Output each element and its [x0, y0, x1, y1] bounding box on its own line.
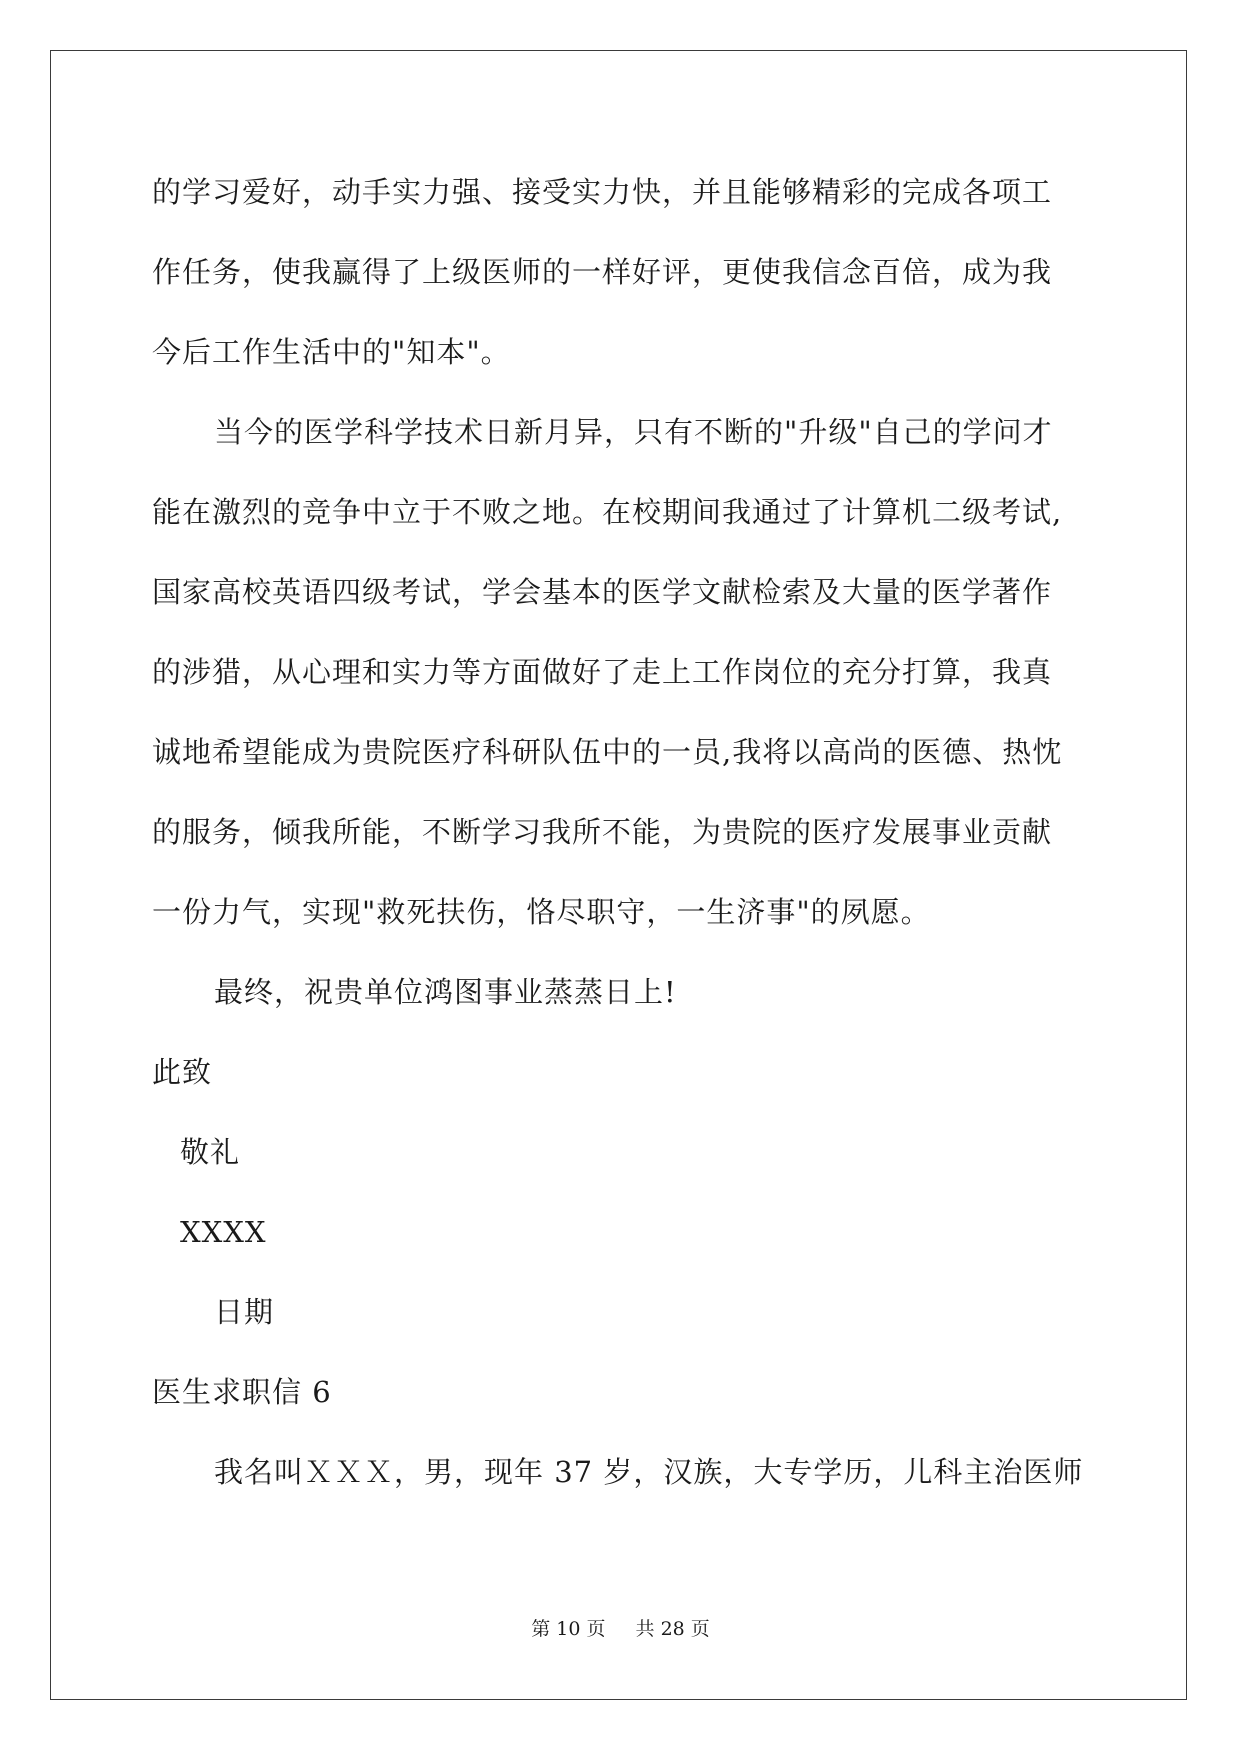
signature-date: 日期: [214, 1295, 275, 1329]
body-line-5: 能在激烈的竞争中立于不败之地。在校期间我通过了计算机二级考试,: [152, 495, 1063, 529]
salutation-jingli: 敬礼: [180, 1135, 241, 1169]
page-total: 共 28 页: [635, 1618, 710, 1640]
body-line-9: 的服务，倾我所能，不断学习我所不能，为贵院的医疗发展事业贡献: [152, 815, 1053, 849]
body-line-10: 一份力气，实现"救死扶伤，恪尽职守，一生济事"的夙愿。: [152, 895, 931, 929]
page-number: 第 10 页: [531, 1618, 606, 1640]
body-line-8: 诚地希望能成为贵院医疗科研队伍中的一员,我将以高尚的医德、热忱: [152, 735, 1063, 769]
body-line-4: 当今的医学科学技术日新月异，只有不断的"升级"自己的学问才: [214, 415, 1053, 449]
body-line-3: 今后工作生活中的"知本"。: [152, 335, 511, 369]
body-line-intro: 我名叫ＸＸＸ，男，现年 37 岁，汉族，大专学历，儿科主治医师: [214, 1455, 1084, 1489]
section-heading: 医生求职信 6: [152, 1375, 332, 1409]
page-footer: [0, 1617, 1241, 1641]
body-line-6: 国家高校英语四级考试，学会基本的医学文献检索及大量的医学著作: [152, 575, 1053, 609]
closing-wish: 最终，祝贵单位鸿图事业蒸蒸日上!: [214, 975, 677, 1009]
signature-name: XXXX: [180, 1215, 267, 1249]
body-line-2: 作任务，使我赢得了上级医师的一样好评，更使我信念百倍，成为我: [152, 255, 1053, 289]
salutation-cizhi: 此致: [152, 1055, 213, 1089]
body-line-7: 的涉猎，从心理和实力等方面做好了走上工作岗位的充分打算，我真: [152, 655, 1053, 689]
body-line-1: 的学习爱好，动手实力强、接受实力快，并且能够精彩的完成各项工: [152, 175, 1053, 209]
